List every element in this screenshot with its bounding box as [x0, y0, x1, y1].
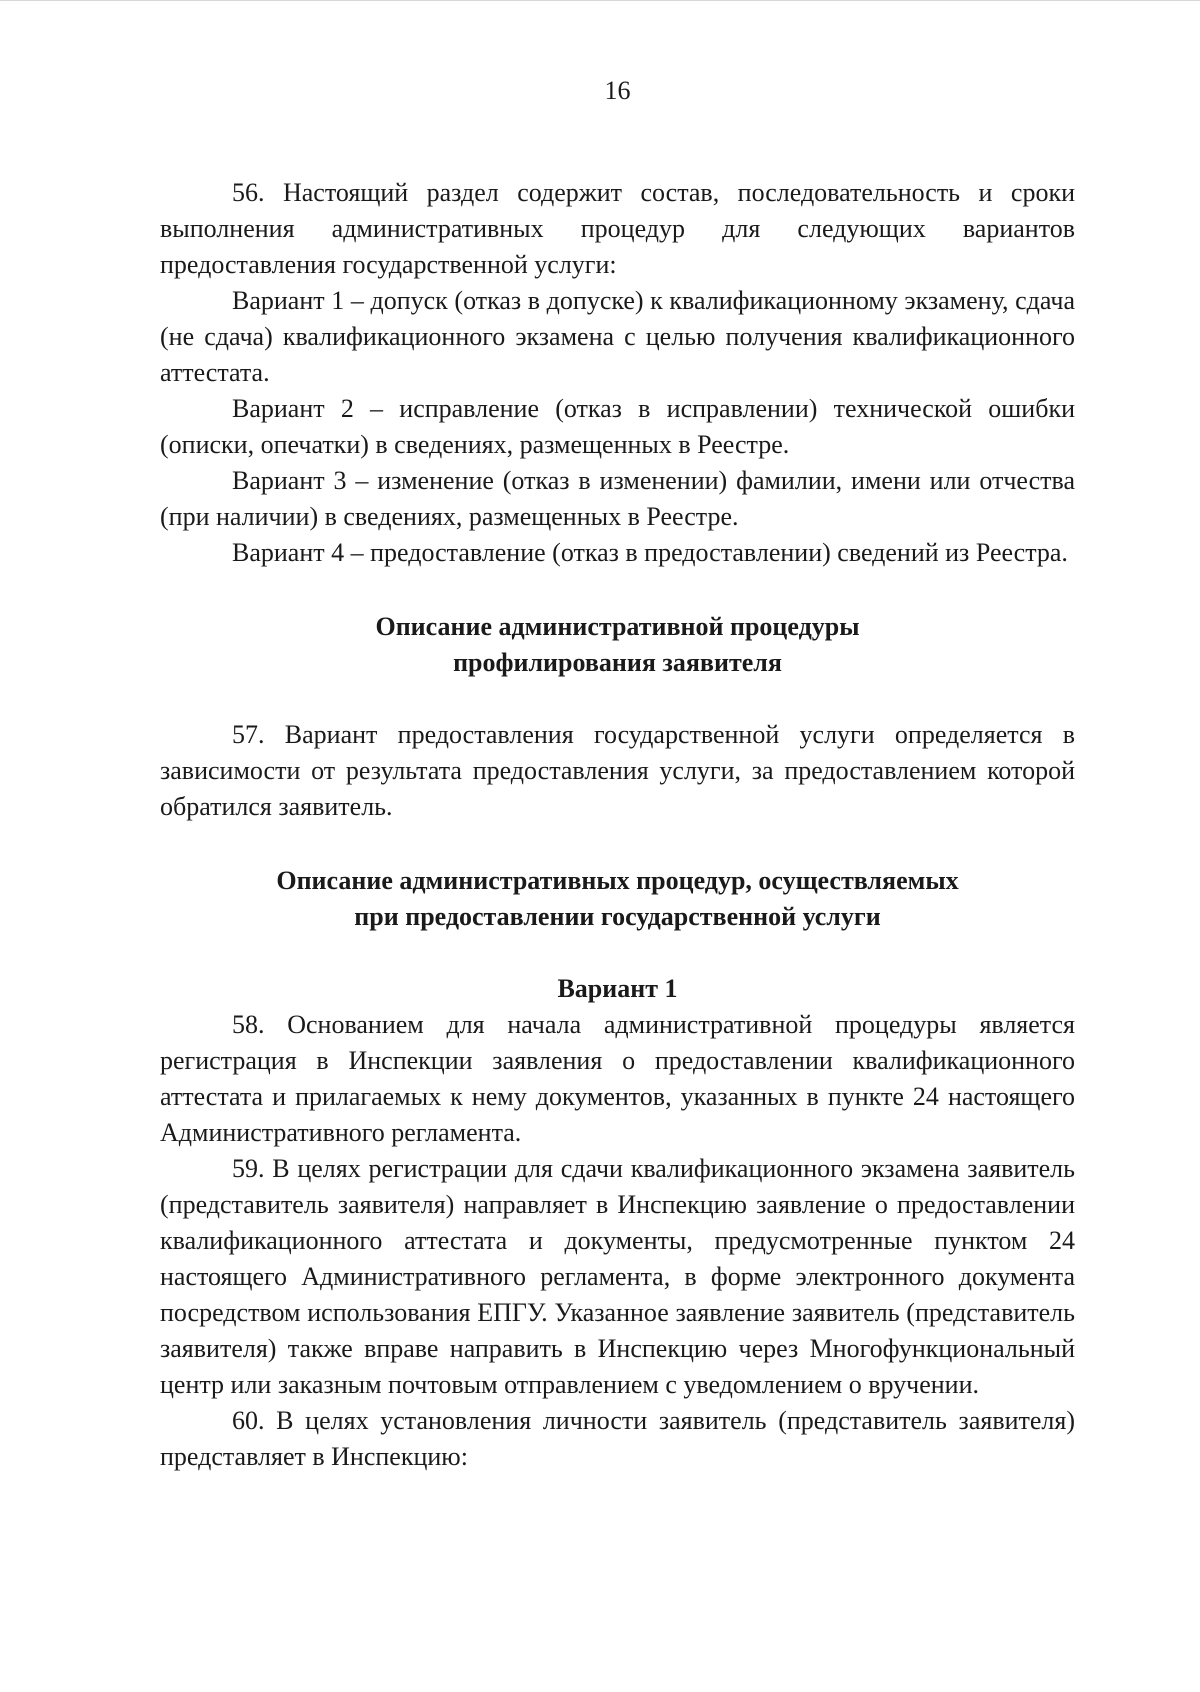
- variant-1-description: Вариант 1 – допуск (отказ в допуске) к квалификационному экзамену, сдача (не сдача) квалификационного экзамена с целью получения квалификационного аттестата.: [160, 286, 1075, 387]
- paragraph-56: 56. Настоящий раздел содержит состав, последовательность и сроки выполнения административных процедур для следующих вариантов предоставления государственной услуги:: [160, 178, 1075, 279]
- variant-4-description: Вариант 4 – предоставление (отказ в предоставлении) сведений из Реестра.: [232, 538, 1068, 567]
- document-body: [160, 175, 1075, 1475]
- heading-variant-1: Вариант 1: [557, 974, 678, 1003]
- variant-2-description: Вариант 2 – исправление (отказ в исправлении) технической ошибки (описки, опечатки) в сведениях, размещенных в Реестре.: [160, 394, 1075, 459]
- paragraph-59: 59. В целях регистрации для сдачи квалификационного экзамена заявитель (представитель заявителя) направляет в Инспекцию заявление о предоставлении квалификационного аттестата и документы, предусмотренные пунктом 24 настоящего Административного регламента, в форме электронного документа посредством использования ЕПГУ. Указанное заявление заявитель (представитель заявителя) также вправе направить в Инспекцию через Многофункциональный центр или заказным почтовым отправлением с уведомлением о вручении.: [160, 1154, 1075, 1399]
- paragraph-60: 60. В целях установления личности заявитель (представитель заявителя) представляет в Инспекцию:: [160, 1406, 1075, 1471]
- heading-profiling-line-1: Описание административной процедуры: [375, 612, 860, 641]
- heading-profiling-line-2: профилирования заявителя: [453, 648, 782, 677]
- paragraph-58: 58. Основанием для начала административной процедуры является регистрация в Инспекции заявления о предоставлении квалификационного аттестата и прилагаемых к нему документов, указанных в пункте 24 настоящего Административного регламента.: [160, 1010, 1075, 1147]
- heading-profiling: [160, 609, 1075, 681]
- heading-procedures-line-2: при предоставлении государственной услуги: [354, 902, 881, 931]
- paragraph-57: 57. Вариант предоставления государственной услуги определяется в зависимости от результата предоставления услуги, за предоставлением которой обратился заявитель.: [160, 720, 1075, 821]
- heading-procedures-line-1: Описание административных процедур, осуществляемых: [276, 866, 959, 895]
- variant-3-description: Вариант 3 – изменение (отказ в изменении) фамилии, имени или отчества (при наличии) в сведениях, размещенных в Реестре.: [160, 466, 1075, 531]
- heading-procedures: [160, 863, 1075, 935]
- page-number: 16: [604, 76, 631, 105]
